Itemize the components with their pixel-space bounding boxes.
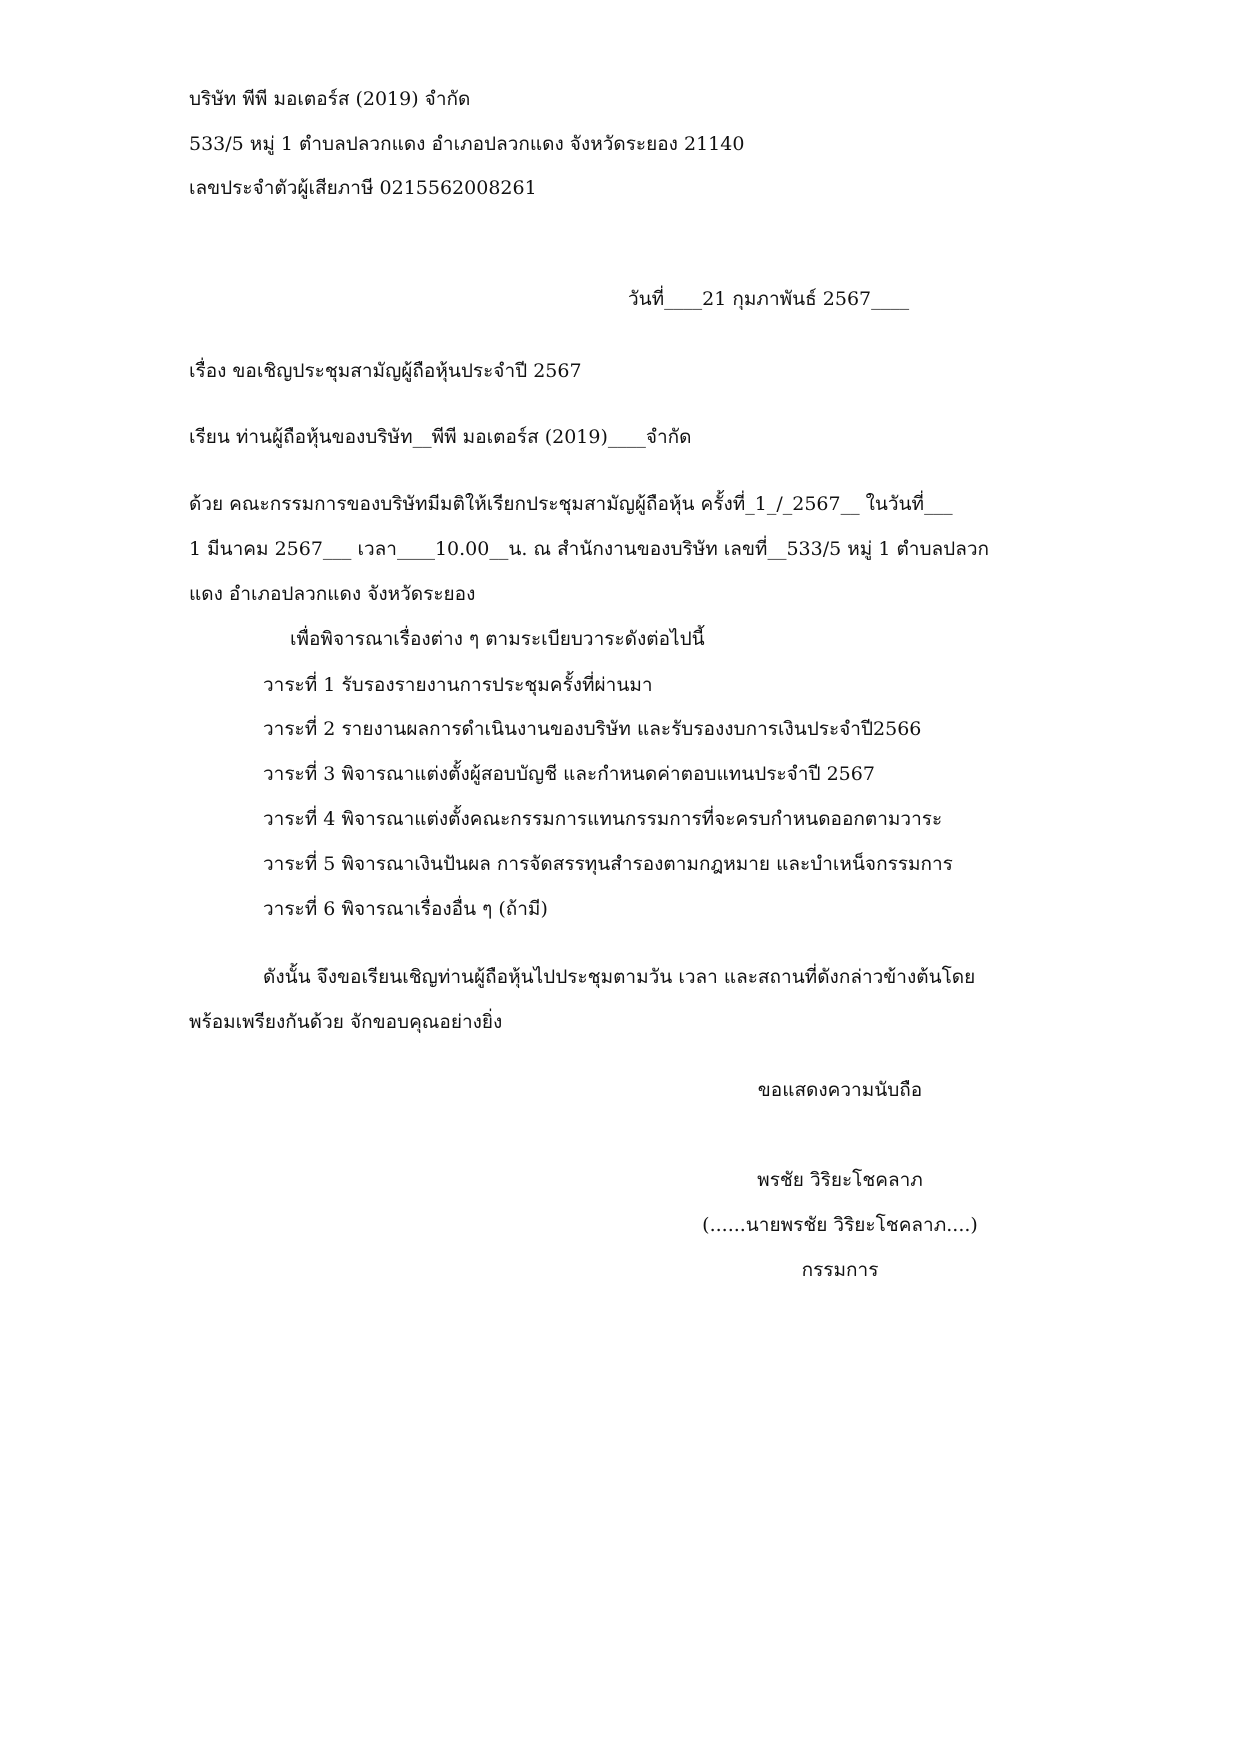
agenda-item: วาระที่ 1 รับรองรายงานการประชุมครั้งที่ผ่านมา <box>263 674 653 696</box>
regards-text: ขอแสดงความนับถือ <box>757 1079 923 1101</box>
agenda-item: วาระที่ 3 พิจารณาแต่งตั้งผู้สอบบัญชี และกำหนดค่าตอบแทนประจำปี 2567 <box>263 763 875 785</box>
agenda-item: วาระที่ 6 พิจารณาเรื่องอื่น ๆ (ถ้ามี) <box>263 898 548 920</box>
signer-position: กรรมการ <box>801 1259 879 1281</box>
body-line-3: แดง อำเภอปลวกแดง จังหวัดระยอง <box>189 583 476 605</box>
sender-company-name: บริษัท พีพี มอเตอร์ส (2019) จำกัด <box>189 88 471 110</box>
sender-tax-id: เลขประจำตัวผู้เสียภาษี 0215562008261 <box>189 177 537 199</box>
closing-line-1: ดังนั้น จึงขอเรียนเชิญท่านผู้ถือหุ้นไปประชุมตามวัน เวลา และสถานที่ดังกล่าวข้างต้นโดย <box>263 966 976 988</box>
letter-subject: เรื่อง ขอเชิญประชุมสามัญผู้ถือหุ้นประจำปี 2567 <box>189 360 582 382</box>
agenda-item: วาระที่ 5 พิจารณาเงินปันผล การจัดสรรทุนสำรองตามกฎหมาย และบำเหน็จกรรมการ <box>263 853 953 875</box>
letter-salutation: เรียน ท่านผู้ถือหุ้นของบริษัท__พีพี มอเตอร์ส (2019)____จำกัด <box>189 426 692 448</box>
sender-address: 533/5 หมู่ 1 ตำบลปลวกแดง อำเภอปลวกแดง จังหวัดระยอง 21140 <box>189 133 745 155</box>
printed-name: (......นายพรชัย วิริยะโชคลาภ....) <box>702 1214 978 1236</box>
body-line-2: 1 มีนาคม 2567___ เวลา____10.00__น. ณ สำนักงานของบริษัท เลขที่__533/5 หมู่ 1 ตำบลปลวก <box>189 538 990 560</box>
body-line-1: ด้วย คณะกรรมการของบริษัทมีมติให้เรียกประชุมสามัญผู้ถือหุ้น ครั้งที่_1_/_2567__ ในวันที่___ <box>189 493 953 515</box>
agenda-intro: เพื่อพิจารณาเรื่องต่าง ๆ ตามระเบียบวาระดังต่อไปนี้ <box>290 628 705 650</box>
closing-line-2: พร้อมเพรียงกันด้วย จักขอบคุณอย่างยิ่ง <box>189 1011 503 1033</box>
agenda-item: วาระที่ 4 พิจารณาแต่งตั้งคณะกรรมการแทนกรรมการที่จะครบกำหนดออกตามวาระ <box>263 808 943 830</box>
agenda-item: วาระที่ 2 รายงานผลการดำเนินงานของบริษัท และรับรองงบการเงินประจำปี2566 <box>263 718 922 740</box>
signed-name: พรชัย วิริยะโชคลาภ <box>757 1169 923 1191</box>
letter-date: วันที่____21 กุมภาพันธ์ 2567____ <box>628 288 910 310</box>
